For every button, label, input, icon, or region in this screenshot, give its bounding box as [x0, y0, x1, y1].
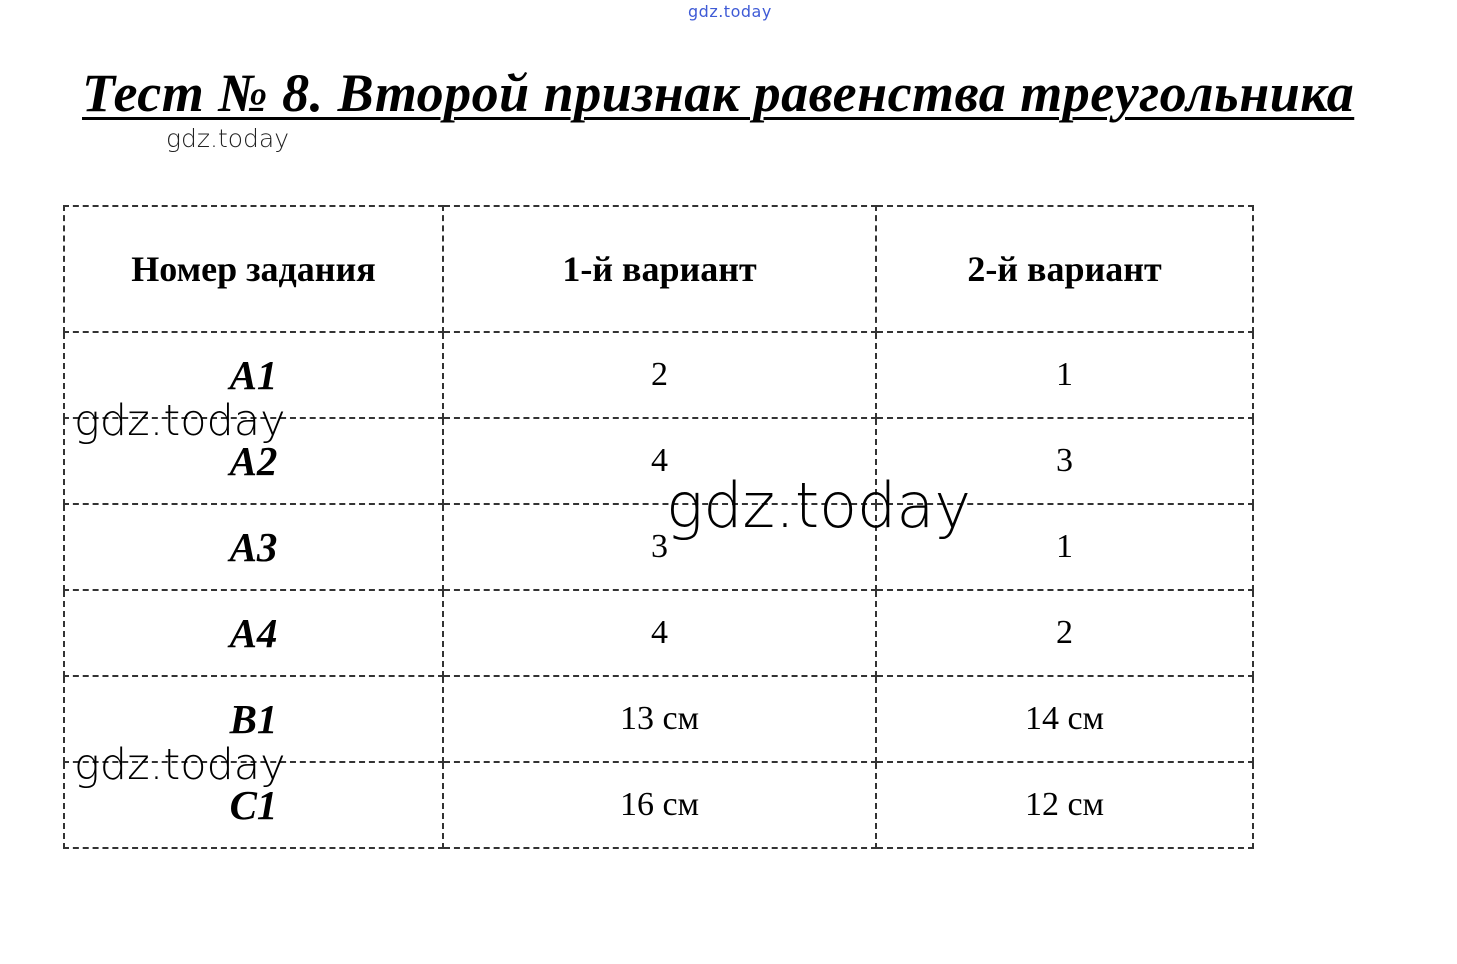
table-row: [64, 590, 1253, 676]
variant-1-answer: 2: [443, 332, 876, 418]
header-task-number: Номер задания: [64, 206, 443, 332]
watermark-overlay: gdz.today: [74, 396, 286, 446]
variant-1-answer: 16 см: [443, 762, 876, 848]
variant-2-answer: 1: [876, 332, 1253, 418]
variant-2-answer: 12 см: [876, 762, 1253, 848]
variant-2-answer: 14 см: [876, 676, 1253, 762]
task-label: A2: [64, 418, 443, 504]
task-label: A1: [64, 332, 443, 418]
watermark-subtitle: gdz.today: [166, 124, 290, 153]
task-label: B1: [64, 676, 443, 762]
watermark-top: gdz.today: [688, 2, 772, 21]
variant-2-answer: 2: [876, 590, 1253, 676]
watermark-overlay: gdz.today: [74, 740, 286, 790]
variant-2-answer: 1: [876, 504, 1253, 590]
header-variant-2: 2-й вариант: [876, 206, 1253, 332]
variant-1-answer: 4: [443, 590, 876, 676]
task-label: A4: [64, 590, 443, 676]
table-header-row: [64, 206, 1253, 332]
table-row: [64, 504, 1253, 590]
watermark-center: gdz.today: [666, 469, 972, 542]
variant-2-answer: 3: [876, 418, 1253, 504]
task-label: C1: [64, 762, 443, 848]
page-title: Тест № 8. Второй признак равенства треугольника: [82, 63, 1355, 123]
task-label: A3: [64, 504, 443, 590]
header-variant-1: 1-й вариант: [443, 206, 876, 332]
variant-1-answer: 4: [443, 418, 876, 504]
variant-1-answer: 3: [443, 504, 876, 590]
variant-1-answer: 13 см: [443, 676, 876, 762]
